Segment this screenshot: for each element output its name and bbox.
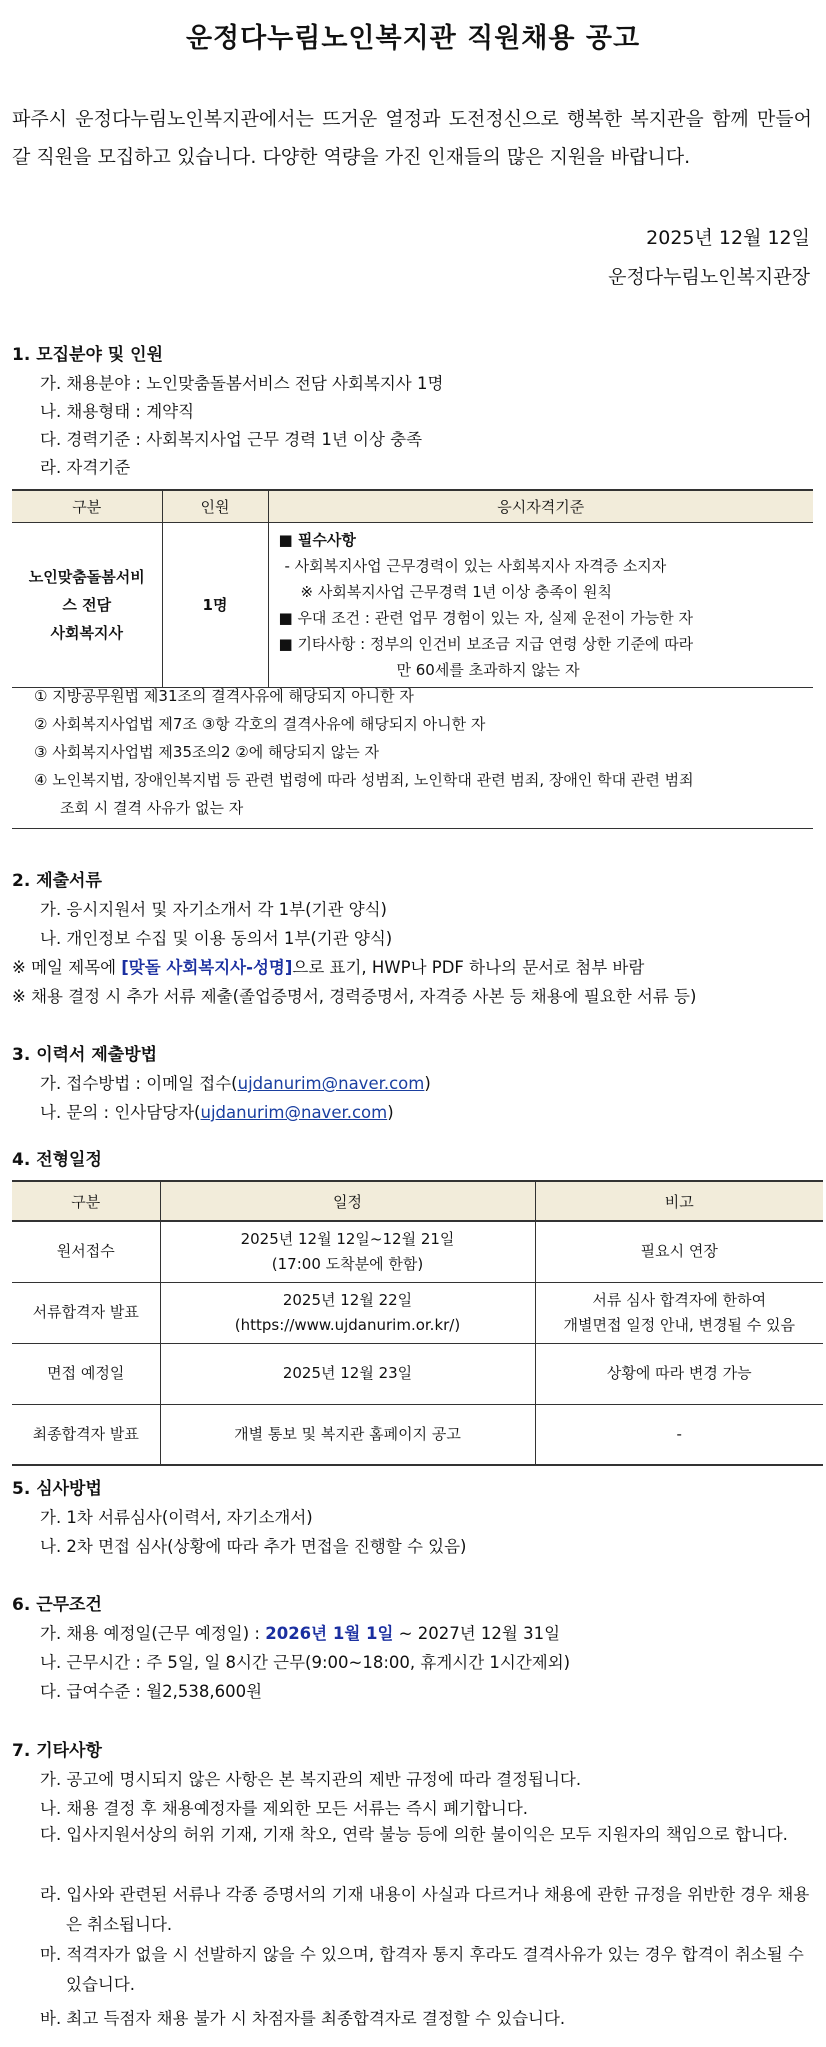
table-header-criteria: 응시자격기준 [268, 490, 813, 522]
email-link[interactable]: ujdanurim@naver.com [237, 1074, 425, 1093]
section-6-heading: 6. 근무조건 [12, 1595, 102, 1615]
schedule-date: 개별 통보 및 복지관 홈페이지 공고 [160, 1404, 535, 1465]
criteria-other-cont: 만 60세를 초과하지 않는 자 [396, 660, 580, 679]
schedule-note: 서류 심사 합격자에 한하여 개별면접 일정 안내, 변경될 수 있음 [535, 1282, 823, 1343]
recruit-field: 가. 채용분야 : 노인맞춤돌봄서비스 전담 사회복지사 1명 [40, 374, 444, 393]
table-header: 일정 [160, 1181, 535, 1221]
doc-item: 나. 개인정보 수집 및 이용 동의서 1부(기관 양식) [40, 929, 393, 948]
table-header-count: 인원 [162, 490, 268, 522]
schedule-note: 필요시 연장 [535, 1221, 823, 1282]
table-row [12, 1343, 823, 1404]
criteria-line: - 사회복지사업 근무경력이 있는 사회복지사 자격증 소지자 [284, 556, 667, 575]
category-cell [12, 522, 162, 687]
list-item: ④ 노인복지법, 장애인복지법 등 관련 법령에 따라 성범죄, 노인학대 관련 범죄, 장애인 학대 관련 범죄 [34, 771, 694, 789]
inquiry-contact: 나. 문의 : 인사담당자(ujdanurim@naver.com) [40, 1103, 394, 1122]
table-row [12, 1282, 823, 1343]
qualification-label: 라. 자격기준 [40, 458, 131, 477]
schedule-note: - [535, 1404, 823, 1465]
other-item: 바. 최고 득점자 채용 불가 시 차점자를 최종합격자로 결정할 수 있습니다. [40, 2009, 566, 2028]
schedule-table [12, 1180, 823, 1466]
criteria-required: ■ 필수사항 [278, 530, 356, 549]
additional-docs-note: ※ 채용 결정 시 추가 서류 제출(졸업증명서, 경력증명서, 자격증 사본 등 채용에 필요한 서류 등) [12, 987, 697, 1006]
mail-title-note: ※ 메일 제목에 [맞돌 사회복지사-성명]으로 표기, HWP나 PDF 하나의 문서로 첨부 바람 [12, 958, 645, 977]
posting-date: 2025년 12월 12일 [646, 227, 810, 249]
table-row [12, 1404, 823, 1465]
section-3-heading: 3. 이력서 제출방법 [12, 1045, 158, 1065]
submission-method: 가. 접수방법 : 이메일 접수(ujdanurim@naver.com) [40, 1074, 431, 1093]
email-link[interactable]: ujdanurim@naver.com [200, 1103, 388, 1122]
qualification-table [12, 489, 813, 688]
other-item: 마. 적격자가 없을 시 선발하지 않을 수 있으며, 합격자 통지 후라도 결격사유가 있는 경우 합격이 취소될 수 있습니다. [40, 1945, 804, 1994]
screening-step: 나. 2차 면접 심사(상황에 따라 추가 면접을 진행할 수 있음) [40, 1537, 467, 1556]
career-criteria: 다. 경력기준 : 사회복지사업 근무 경력 1년 이상 충족 [40, 430, 423, 449]
list-item: ① 지방공무원법 제31조의 결격사유에 해당되지 아니한 자 [34, 687, 414, 705]
schedule-stage: 최종합격자 발표 [12, 1404, 160, 1465]
other-item: 가. 공고에 명시되지 않은 사항은 본 복지관의 제반 규정에 따라 결정됩니다. [40, 1770, 582, 1789]
organization-signature: 운정다누림노인복지관장 [608, 266, 810, 288]
start-date-highlight: 2026년 1월 1일 [265, 1624, 394, 1643]
salary: 다. 급여수준 : 월2,538,600원 [40, 1682, 263, 1701]
count-cell: 1명 [162, 522, 268, 687]
other-item: 라. 입사와 관련된 서류나 각종 증명서의 기재 내용이 사실과 다르거나 채용에 관한 규정을 위반한 경우 채용은 취소됩니다. [40, 1885, 810, 1934]
page-title: 운정다누림노인복지관 직원채용 공고 [185, 23, 641, 54]
criteria-cell [268, 522, 813, 687]
other-item: 다. 입사지원서상의 허위 기재, 기재 착오, 연락 불능 등에 의한 불이익은 모두 지원자의 책임으로 합니다. [40, 1825, 788, 1844]
employment-type: 나. 채용형태 : 계약직 [40, 402, 195, 421]
working-hours: 나. 근무시간 : 주 5일, 일 8시간 근무(9:00~18:00, 휴게시간 1시간제외) [40, 1653, 571, 1672]
schedule-date: 2025년 12월 12일~12월 21일 (17:00 도착분에 한함) [160, 1221, 535, 1282]
screening-step: 가. 1차 서류심사(이력서, 자기소개서) [40, 1508, 313, 1527]
schedule-date: 2025년 12월 22일 (https://www.ujdanurim.or.kr/) [160, 1282, 535, 1343]
schedule-stage: 서류합격자 발표 [12, 1282, 160, 1343]
schedule-stage: 면접 예정일 [12, 1343, 160, 1404]
list-item: ③ 사회복지사업법 제35조의2 ②에 해당되지 않는 자 [34, 743, 379, 761]
section-5-heading: 5. 심사방법 [12, 1479, 102, 1499]
section-1-heading: 1. 모집분야 및 인원 [12, 345, 163, 365]
section-7-heading: 7. 기타사항 [12, 1741, 102, 1761]
schedule-note: 상황에 따라 변경 가능 [535, 1343, 823, 1404]
list-item: ② 사회복지사업법 제7조 ③항 각호의 결격사유에 해당되지 아니한 자 [34, 715, 486, 733]
table-header-category: 구분 [12, 490, 162, 522]
other-item: 나. 채용 결정 후 채용예정자를 제외한 모든 서류는 즉시 폐기합니다. [40, 1799, 529, 1818]
schedule-stage: 원서접수 [12, 1221, 160, 1282]
disqualification-list [12, 682, 813, 829]
mail-title-format: [맞돌 사회복지사-성명] [121, 958, 293, 977]
category-line: 스 전담 [62, 595, 112, 614]
list-item-cont: 조회 시 결격 사유가 없는 자 [60, 799, 244, 817]
criteria-other: ■ 기타사항 : 정부의 인건비 보조금 지급 연령 상한 기준에 따라 [278, 634, 694, 653]
doc-item: 가. 응시지원서 및 자기소개서 각 1부(기관 양식) [40, 900, 387, 919]
intro-paragraph: 파주시 운정다누림노인복지관에서는 뜨거운 열정과 도전정신으로 행복한 복지관을 함께 만들어갈 직원을 모집하고 있습니다. 다양한 역량을 가진 인재들의 많은 지원을 바랍니다. [12, 108, 812, 168]
start-date: 가. 채용 예정일(근무 예정일) : 2026년 1월 1일 ~ 2027년 12월 31일 [40, 1624, 561, 1643]
section-4-heading: 4. 전형일정 [12, 1150, 102, 1170]
criteria-note: ※ 사회복지사업 근무경력 1년 이상 충족이 원칙 [300, 582, 613, 601]
table-row [12, 1221, 823, 1282]
table-header: 구분 [12, 1181, 160, 1221]
section-2-heading: 2. 제출서류 [12, 871, 102, 891]
criteria-preferred: ■ 우대 조건 : 관련 업무 경험이 있는 자, 실제 운전이 가능한 자 [278, 608, 693, 627]
category-line: 사회복지사 [50, 623, 123, 642]
schedule-date: 2025년 12월 23일 [160, 1343, 535, 1404]
table-header: 비고 [535, 1181, 823, 1221]
category-line: 노인맞춤돌봄서비 [28, 567, 145, 586]
